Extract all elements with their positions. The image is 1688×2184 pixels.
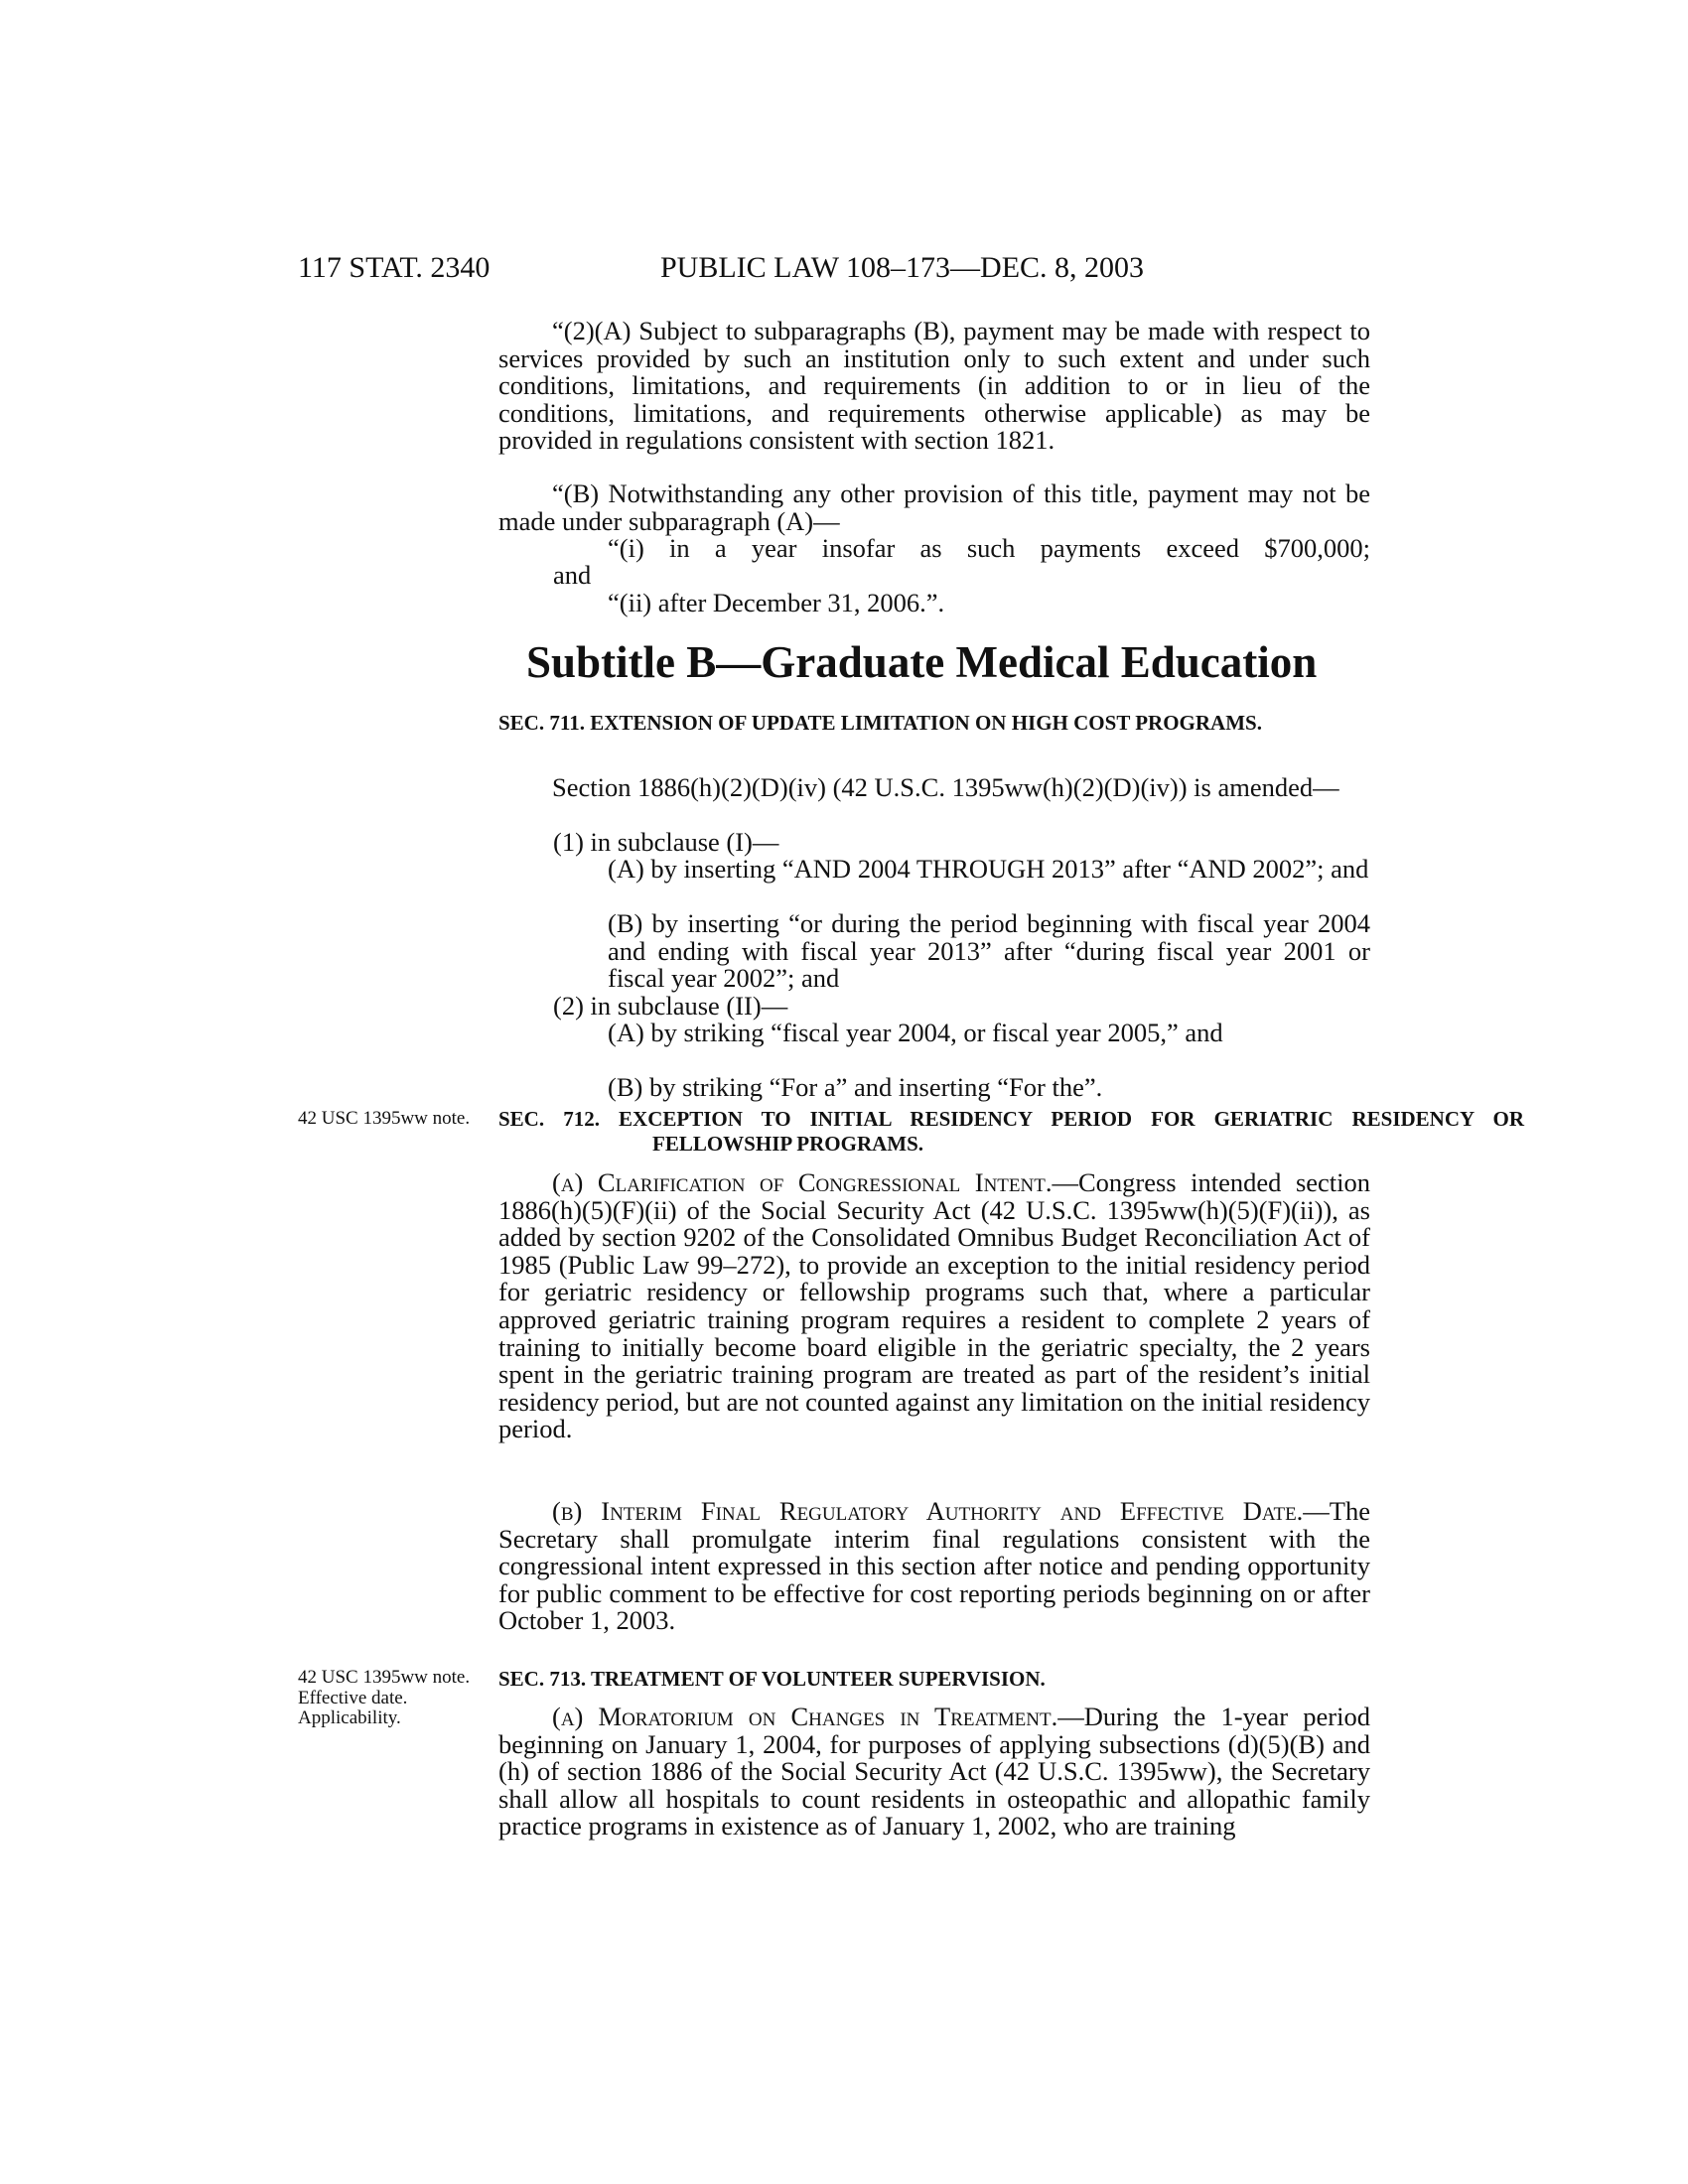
section-712-b	[498, 1498, 1370, 1635]
subtitle-heading: Subtitle B—Graduate Medical Education	[526, 637, 1318, 687]
section-713-a-label: (a) Moratorium on Changes in Treatment.	[552, 1702, 1058, 1731]
margin-note-713-effective-date: Effective date.	[298, 1687, 408, 1708]
section-712-b-text: —The Secretary shall promulgate interim final regulations consistent with the congressional intent expressed in this section after notice and pending opportunity for public comment to be effective for cost reporting periods beginning on or after October 1, 2003.	[498, 1496, 1370, 1636]
section-711-item-1A: (A) by inserting “AND 2004 THROUGH 2013” after “AND 2002”; and	[608, 854, 1369, 884]
clause-i: “(i) in a year insofar as such payments exceed $700,000;	[608, 533, 1370, 563]
section-712-b-label: (b) Interim Final Regulatory Authority and Effective Date.	[552, 1496, 1304, 1526]
section-711-heading: SEC. 711. EXTENSION OF UPDATE LIMITATION ON HIGH COST PROGRAMS.	[498, 711, 1262, 735]
paragraph-2A: “(2)(A) Subject to subparagraphs (B), payment may be made with respect to services provided by such an institution only to such extent and under such conditions, limitations, and requirements (in addition to or in lieu of the conditions, limitations, and requirements otherwise applicable) as may be provided in regulations consistent with section 1821.	[498, 316, 1370, 456]
section-711-item-2B: (B) by striking “For a” and inserting “For the”.	[608, 1072, 1103, 1102]
section-711-item-1B: (B) by inserting “or during the period beginning with fiscal year 2004 and ending with fiscal year 2013” after “during fiscal year 2001 or fiscal year 2002”; and	[608, 908, 1370, 994]
clause-i-and: and	[553, 560, 592, 590]
margin-note-713-applicability: Applicability.	[298, 1707, 401, 1728]
paragraph-2B: “(B) Notwithstanding any other provision of this title, payment may not be made under subparagraph (A)—	[498, 478, 1370, 536]
section-712-heading: SEC. 712. EXCEPTION TO INITIAL RESIDENCY PERIOD FOR GERIATRIC RESIDENCY OR FELLOWSHIP PROGRAMS.	[498, 1107, 1524, 1156]
section-712-a-label: (a) Clarification of Congressional Intent.	[552, 1167, 1053, 1197]
section-711-intro: Section 1886(h)(2)(D)(iv) (42 U.S.C. 1395ww(h)(2)(D)(iv)) is amended—	[552, 772, 1339, 802]
section-711-item-2A: (A) by striking “fiscal year 2004, or fiscal year 2005,” and	[608, 1018, 1223, 1047]
section-713-a	[498, 1704, 1370, 1841]
page-reference: 117 STAT. 2340	[298, 251, 491, 284]
section-711-item-2: (2) in subclause (II)—	[553, 991, 788, 1021]
margin-note-713-usc: 42 USC 1395ww note.	[298, 1667, 471, 1688]
section-712-a	[498, 1169, 1370, 1443]
clause-ii: “(ii) after December 31, 2006.”.	[608, 588, 945, 617]
section-711-item-1: (1) in subclause (I)—	[553, 827, 779, 857]
section-713-a-text: —During the 1-year period beginning on January 1, 2004, for purposes of applying subsections (d)(5)(B) and (h) of section 1886 of the Social Security Act (42 U.S.C. 1395ww), the Secretary shall allow all hospitals to count residents in osteopathic and allopathic family practice programs in existence as of January 1, 2002, who are training	[498, 1702, 1370, 1842]
margin-note-713	[298, 1668, 482, 1729]
margin-note-712: 42 USC 1395ww note.	[298, 1108, 471, 1129]
section-712-a-text: —Congress intended section 1886(h)(5)(F)(ii) of the Social Security Act (42 U.S.C. 1395ww(h)(5)(F)(ii)), as added by section 9202 of the Consolidated Omnibus Budget Reconciliation Act of 1985 (Public Law 99–272), to provide an exception to the initial residency period for geriatric residency or fellowship programs such that, where a particular approved geriatric training program requires a resident to complete 2 years of training to initially become board eligible in the geriatric specialty, the 2 years spent in the geriatric training program are treated as part of the resident’s initial residency period, but are not counted against any limitation on the initial residency period.	[498, 1167, 1371, 1444]
section-713-heading: SEC. 713. TREATMENT OF VOLUNTEER SUPERVISION.	[498, 1667, 1046, 1691]
running-header: PUBLIC LAW 108–173—DEC. 8, 2003	[660, 251, 1145, 284]
